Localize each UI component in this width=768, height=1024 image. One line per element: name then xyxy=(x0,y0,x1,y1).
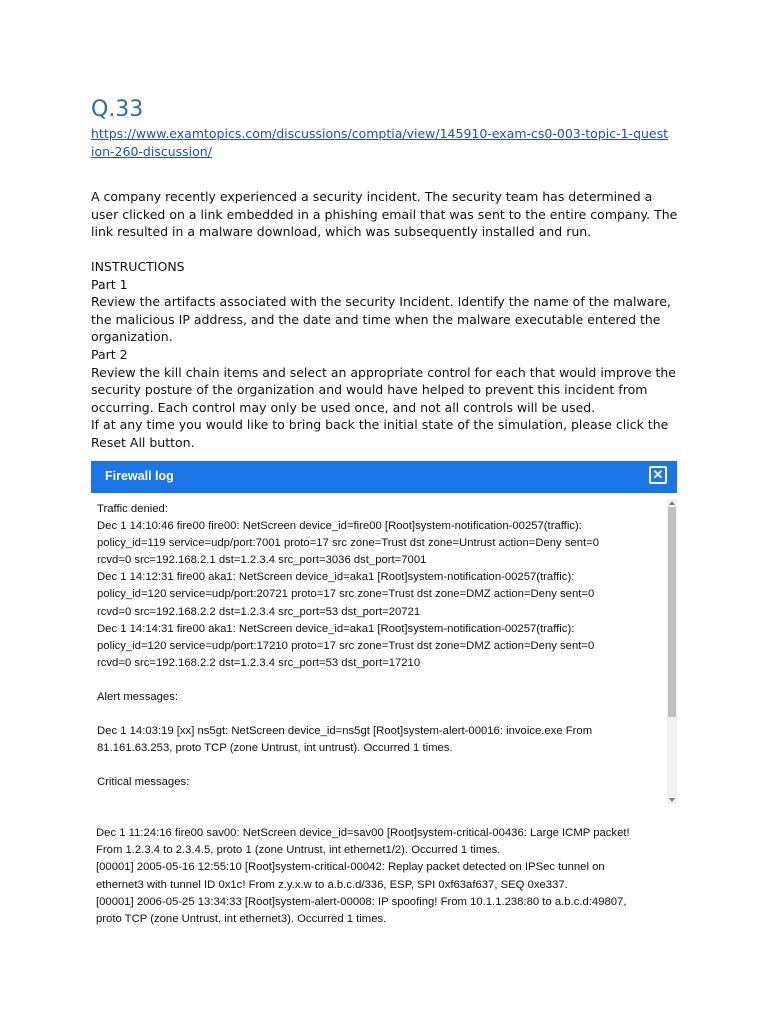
part1-label: Part 1 xyxy=(91,276,128,292)
scroll-up-arrow-icon[interactable] xyxy=(669,501,675,505)
log-line: Alert messages: xyxy=(97,690,178,703)
firewall-log-title: Firewall log xyxy=(105,469,174,483)
log-line: Dec 1 14:10:46 fire00 fire00: NetScreen device_id=fire00 [Root]system-notification-00257(traffic): xyxy=(97,520,582,533)
log-line: policy_id=120 service=udp/port:17210 proto=17 src zone=Trust dst zone=DMZ action=Deny sent=0 xyxy=(97,639,595,652)
critical-log-line: [00001] 2005-05-16 12:55:10 [Root]system-critical-00042: Replay packet detected on IPSec tunnel on xyxy=(96,861,605,874)
discussion-link[interactable]: https://www.examtopics.com/discussions/comptia/view/145910-exam-cs0-003-topic-1-question-260-discussion/ xyxy=(91,126,669,159)
part2-text: Review the kill chain items and select an appropriate control for each that would improve the security posture of the organization and would have helped to prevent this incident from occurring. Each control may only be used once, and not all controls will be used. xyxy=(91,364,676,415)
question-title: Q.33 xyxy=(91,97,144,122)
critical-log-line: proto TCP (zone Untrust, int ethernet3). Occurred 1 times. xyxy=(96,913,387,926)
instructions-heading: INSTRUCTIONS xyxy=(91,259,185,274)
critical-log-line: [00001] 2006-05-25 13:34:33 [Root]system-alert-00008: IP spoofing! From 10.1.1.238:80 to a.b.c.d:49807, xyxy=(96,895,627,908)
part1-text: Review the artifacts associated with the security Incident. Identify the name of the malware, the malicious IP address, and the date and time when the malware executable entered the organization. xyxy=(91,294,671,345)
firewall-log-header xyxy=(91,461,677,493)
part2-label: Part 2 xyxy=(91,346,128,362)
log-line: Dec 1 14:03:19 [xx] ns5gt: NetScreen device_id=ns5gt [Root]system-alert-00016: invoice.exe From xyxy=(97,725,593,738)
critical-messages-content xyxy=(96,825,686,928)
critical-log-line: Dec 1 11:24:16 fire00 sav00: NetScreen device_id=sav00 [Root]system-critical-00436: Large ICMP packet! xyxy=(96,827,630,839)
log-blank-line xyxy=(97,672,663,689)
log-line: rcvd=0 src=192.168.2.1 dst=1.2.3.4 src_port=3036 dst_port=7001 xyxy=(97,554,427,567)
log-blank-line xyxy=(97,757,663,774)
log-line: rcvd=0 src=192.168.2.2 dst=1.2.3.4 src_port=53 dst_port=17210 xyxy=(97,656,421,669)
log-line: Critical messages: xyxy=(97,776,190,789)
log-line: rcvd=0 src=192.168.2.2 dst=1.2.3.4 src_port=53 dst_port=20721 xyxy=(97,605,421,618)
log-line: Dec 1 14:12:31 fire00 aka1: NetScreen device_id=aka1 [Root]system-notification-00257(traffic): xyxy=(97,571,575,584)
log-line: policy_id=119 service=udp/port:7001 proto=17 src zone=Trust dst zone=Untrust action=Deny sent=0 xyxy=(97,537,600,550)
close-icon[interactable]: ✕ xyxy=(649,466,667,484)
log-line: policy_id=120 service=udp/port:20721 proto=17 src zone=Trust dst zone=DMZ action=Deny sent=0 xyxy=(97,588,595,601)
reset-note: If at any time you would like to bring back the initial state of the simulation, please click the Reset All button. xyxy=(91,417,669,450)
log-line: 81.161.63.253, proto TCP (zone Untrust, int untrust). Occurred 1 times. xyxy=(97,742,453,755)
intro-paragraph: A company recently experienced a security incident. The security team has determined a user clicked on a link embedded in a phishing email that was sent to the entire company. The link resulted in a malware download, which was subsequently installed and run. xyxy=(91,189,678,240)
instructions-block xyxy=(91,258,681,416)
log-line: Dec 1 14:14:31 fire00 aka1: NetScreen device_id=aka1 [Root]system-notification-00257(traffic): xyxy=(97,622,575,635)
log-blank-line xyxy=(97,706,663,723)
critical-log-line: ethernet3 with tunnel ID 0x1c! From z.y.x.w to a.b.c.d/336, ESP, SPI 0xf63af637, SEQ 0xe337. xyxy=(96,878,568,891)
scroll-down-arrow-icon[interactable] xyxy=(669,798,675,802)
firewall-log-window xyxy=(91,461,677,804)
firewall-log-content xyxy=(97,501,663,791)
log-scrollbar[interactable] xyxy=(667,499,677,804)
scroll-thumb[interactable] xyxy=(668,507,676,717)
critical-log-line: From 1.2.3.4 to 2.3.4.5, proto 1 (zone Untrust, int ethernet1/2). Occurred 1 times. xyxy=(96,844,501,857)
log-line: Traffic denied: xyxy=(97,503,168,515)
